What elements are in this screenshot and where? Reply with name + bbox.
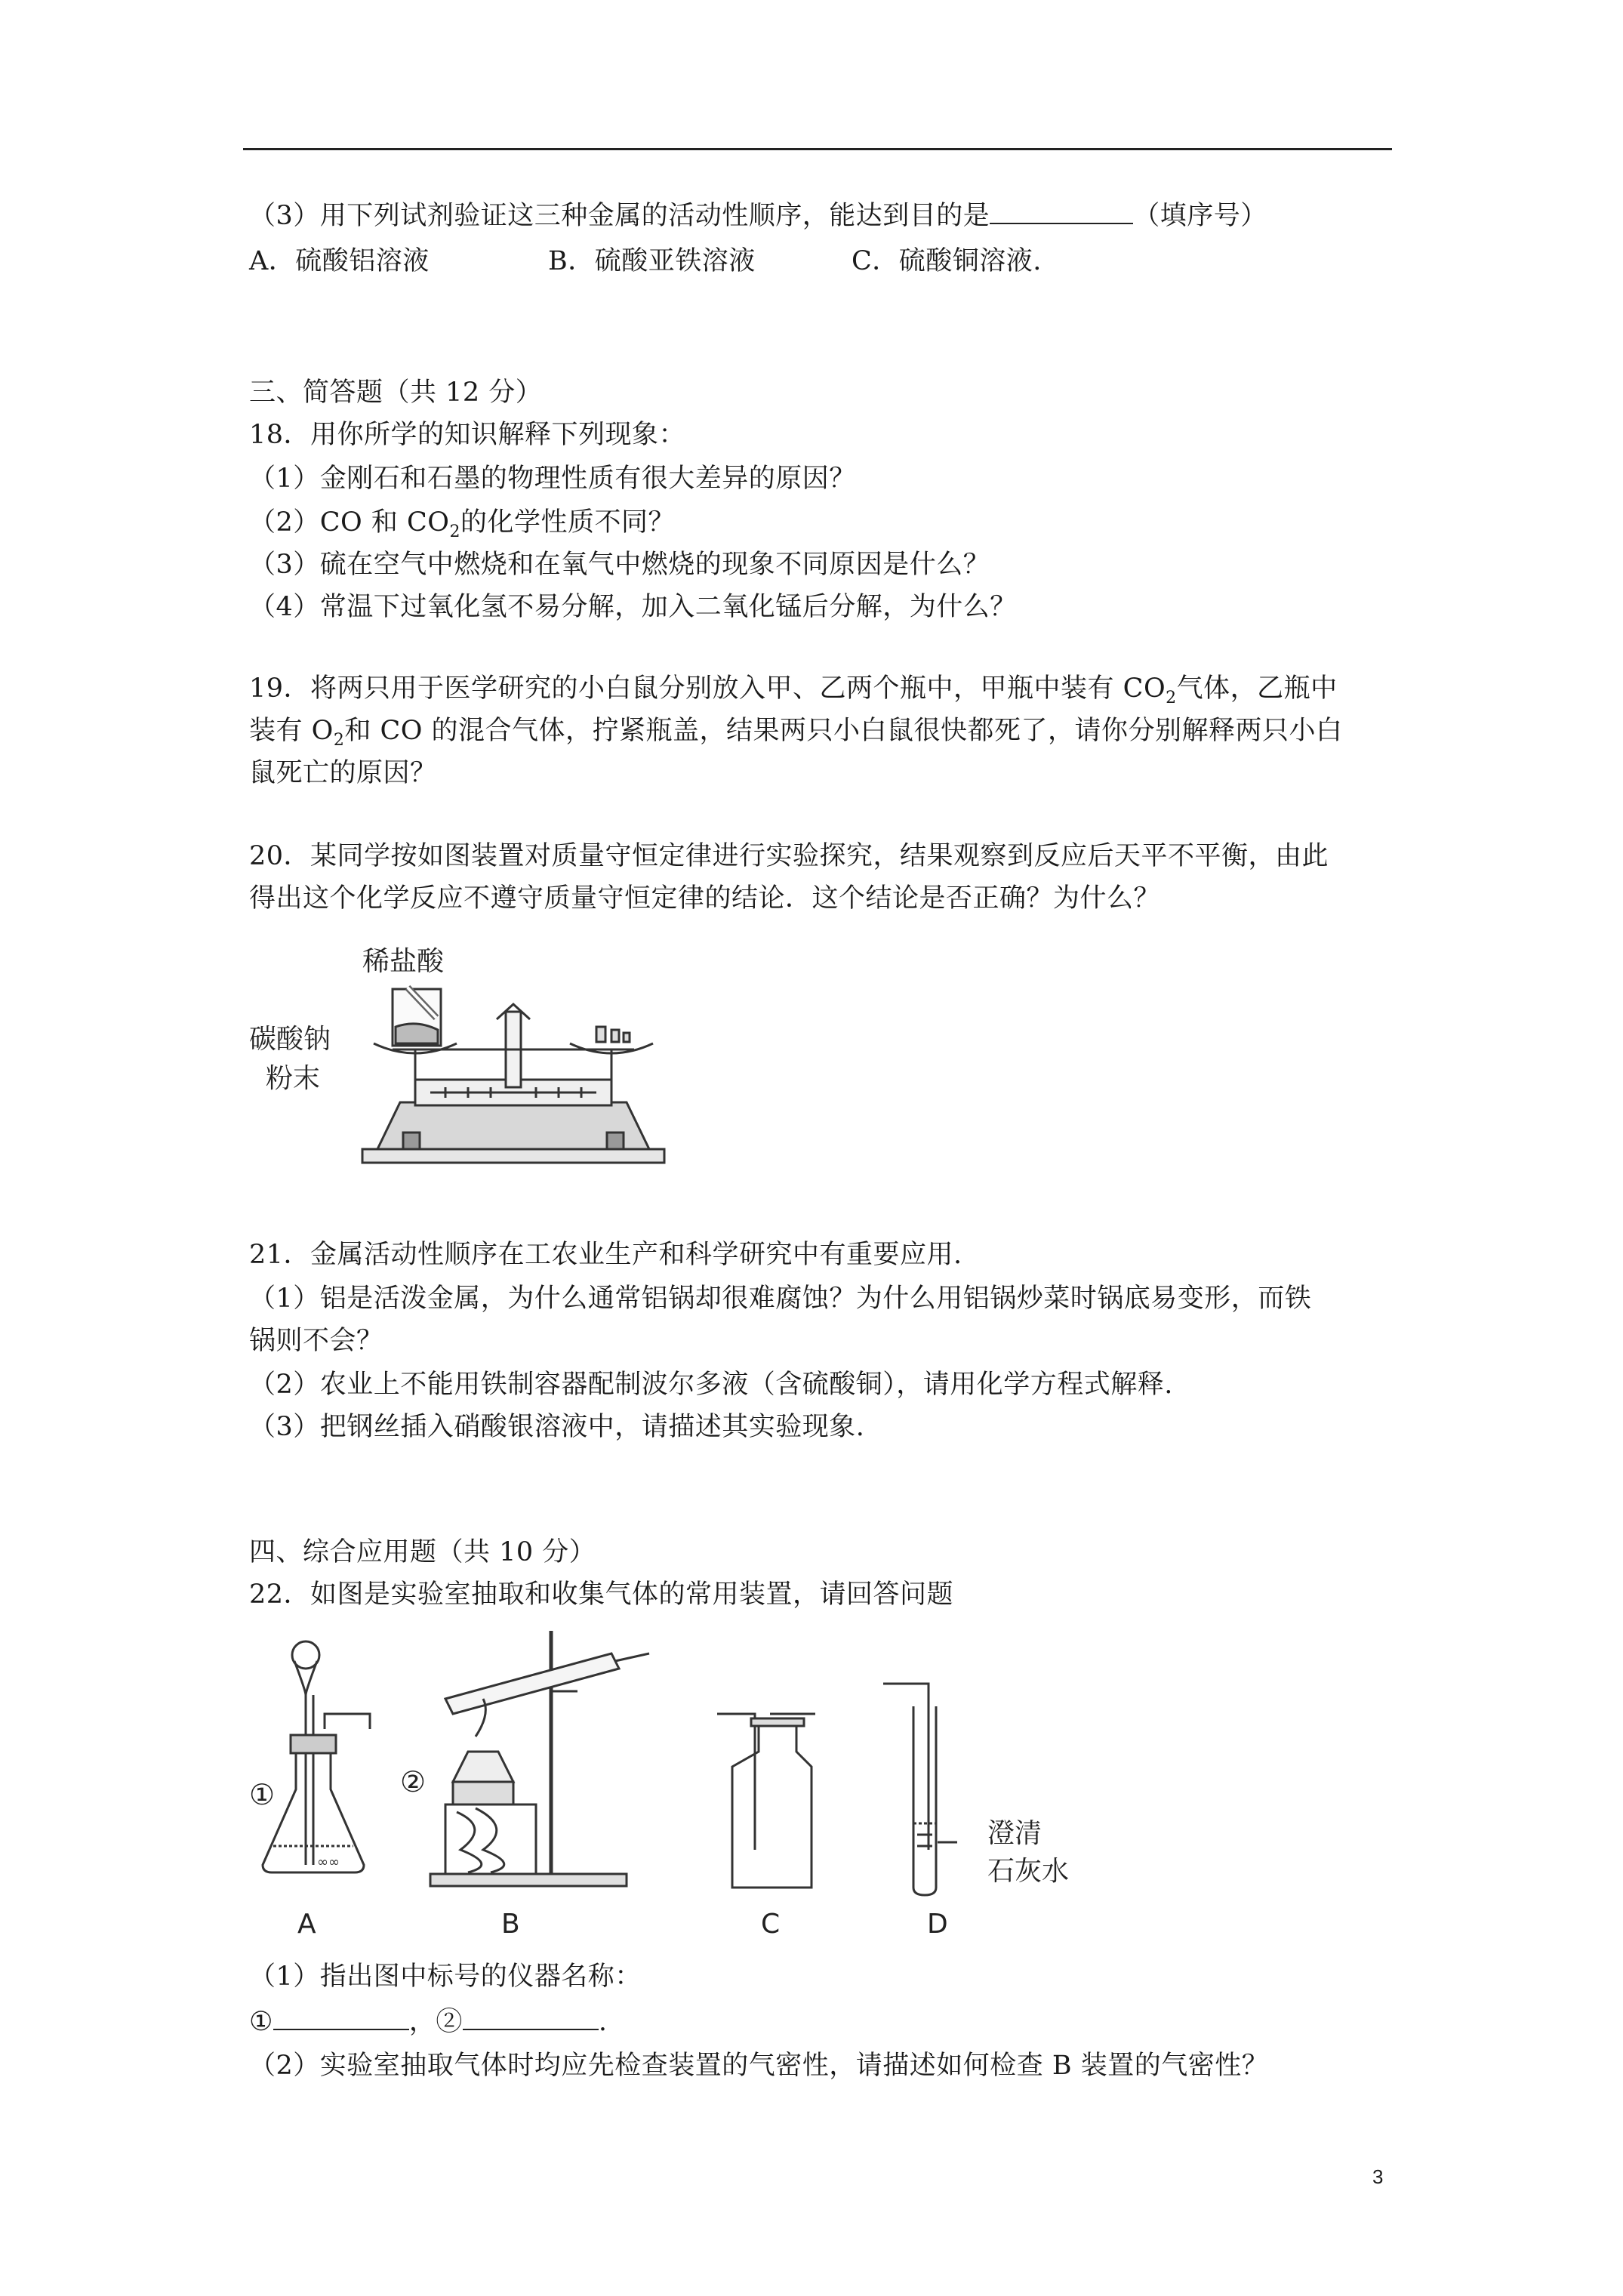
q18-part2: （2）CO 和 $CO_2$的化学性质不同？ xyxy=(249,507,675,541)
answer-blank-2[interactable] xyxy=(463,2006,599,2030)
apparatus-a-figure xyxy=(249,1638,377,1895)
q19-line1: 19．将两只用于医学研究的小白鼠分别放入甲、乙两个瓶中，甲瓶中装有 $CO_2$气体，乙瓶中 xyxy=(249,673,1338,707)
label-lime-water-2: 石灰水 xyxy=(987,1856,1070,1887)
label-lime-water-1: 澄清 xyxy=(987,1818,1042,1849)
q22-part1-answers: ① ，② . xyxy=(249,2007,608,2037)
q21-part2: （2）农业上不能用铁制容器配制波尔多液（含硫酸铜），请用化学方程式解释. xyxy=(249,1370,1173,1400)
apparatus-c-figure xyxy=(710,1699,823,1895)
answer-blank-1[interactable] xyxy=(273,2006,409,2030)
header-rule xyxy=(243,148,1392,150)
q22-part2: （2）实验室抽取气体时均应先检查装置的气密性，请描述如何检查 B 装置的气密性？ xyxy=(249,2051,1269,2081)
q18-stem: 18．用你所学的知识解释下列现象： xyxy=(249,420,686,450)
fig-label-dilute-hcl: 稀盐酸 xyxy=(362,946,445,977)
q21-part1-line1: （1）铝是活泼金属，为什么通常铝锅却很难腐蚀？为什么用铝锅炒菜时锅底易变形，而铁 xyxy=(249,1284,1312,1314)
q22-stem: 22．如图是实验室抽取和收集气体的常用装置，请回答问题 xyxy=(249,1579,954,1610)
option-c: C．硫酸铜溶液. xyxy=(852,246,1042,276)
label-a: A xyxy=(297,1909,316,1940)
q20-line2: 得出这个化学反应不遵守质量守恒定律的结论．这个结论是否正确？为什么？ xyxy=(249,883,1161,914)
q21-stem: 21．金属活动性顺序在工农业生产和科学研究中有重要应用. xyxy=(249,1240,962,1270)
option-b: B．硫酸亚铁溶液 xyxy=(548,246,756,276)
q22-part1: （1）指出图中标号的仪器名称： xyxy=(249,1962,642,1992)
label-d: D xyxy=(927,1909,948,1940)
q19-line2: 装有 $O_2$和 CO 的混合气体，拧紧瓶盖，结果两只小白鼠很快都死了，请你分别解释两只小白 xyxy=(249,716,1343,750)
answer-blank[interactable] xyxy=(990,200,1133,224)
apparatus-b-figure xyxy=(400,1623,672,1895)
section-3-title: 三、简答题（共 12 分） xyxy=(249,378,543,408)
apparatus-d-figure xyxy=(876,1676,966,1903)
q21-part3: （3）把钢丝插入硝酸银溶液中，请描述其实验现象. xyxy=(249,1412,865,1442)
q21-part1-line2: 锅则不会？ xyxy=(249,1326,383,1356)
option-a: A．硫酸铝溶液 xyxy=(249,246,430,276)
mark-1: ① xyxy=(249,1778,276,1811)
q20-line1: 20．某同学按如图装置对质量守恒定律进行实验探究，结果观察到反应后天平不平衡，由此 xyxy=(249,841,1329,871)
q17-options xyxy=(249,245,1042,278)
fig-label-powder: 粉末 xyxy=(266,1063,321,1094)
mark-2: ② xyxy=(400,1765,427,1798)
q18-part3: （3）硫在空气中燃烧和在氧气中燃烧的现象不同原因是什么？ xyxy=(249,550,990,580)
label-b: B xyxy=(501,1909,520,1940)
q19-line3: 鼠死亡的原因？ xyxy=(249,758,437,788)
balance-figure xyxy=(332,974,694,1178)
label-c: C xyxy=(761,1909,781,1940)
q18-part1: （1）金刚石和石墨的物理性质有很大差异的原因？ xyxy=(249,464,856,494)
q18-part4: （4）常温下过氧化氢不易分解，加入二氧化锰后分解，为什么？ xyxy=(249,592,1017,622)
page-number: 3 xyxy=(1372,2165,1384,2188)
q17-part3: （3）用下列试剂验证这三种金属的活动性顺序，能达到目的是 （填序号） xyxy=(249,201,1267,231)
fig-label-sodium-carbonate: 碳酸钠 xyxy=(249,1024,331,1055)
svg-text:∞∞: ∞∞ xyxy=(317,1854,340,1870)
section-4-title: 四、综合应用题（共 10 分） xyxy=(249,1537,596,1567)
